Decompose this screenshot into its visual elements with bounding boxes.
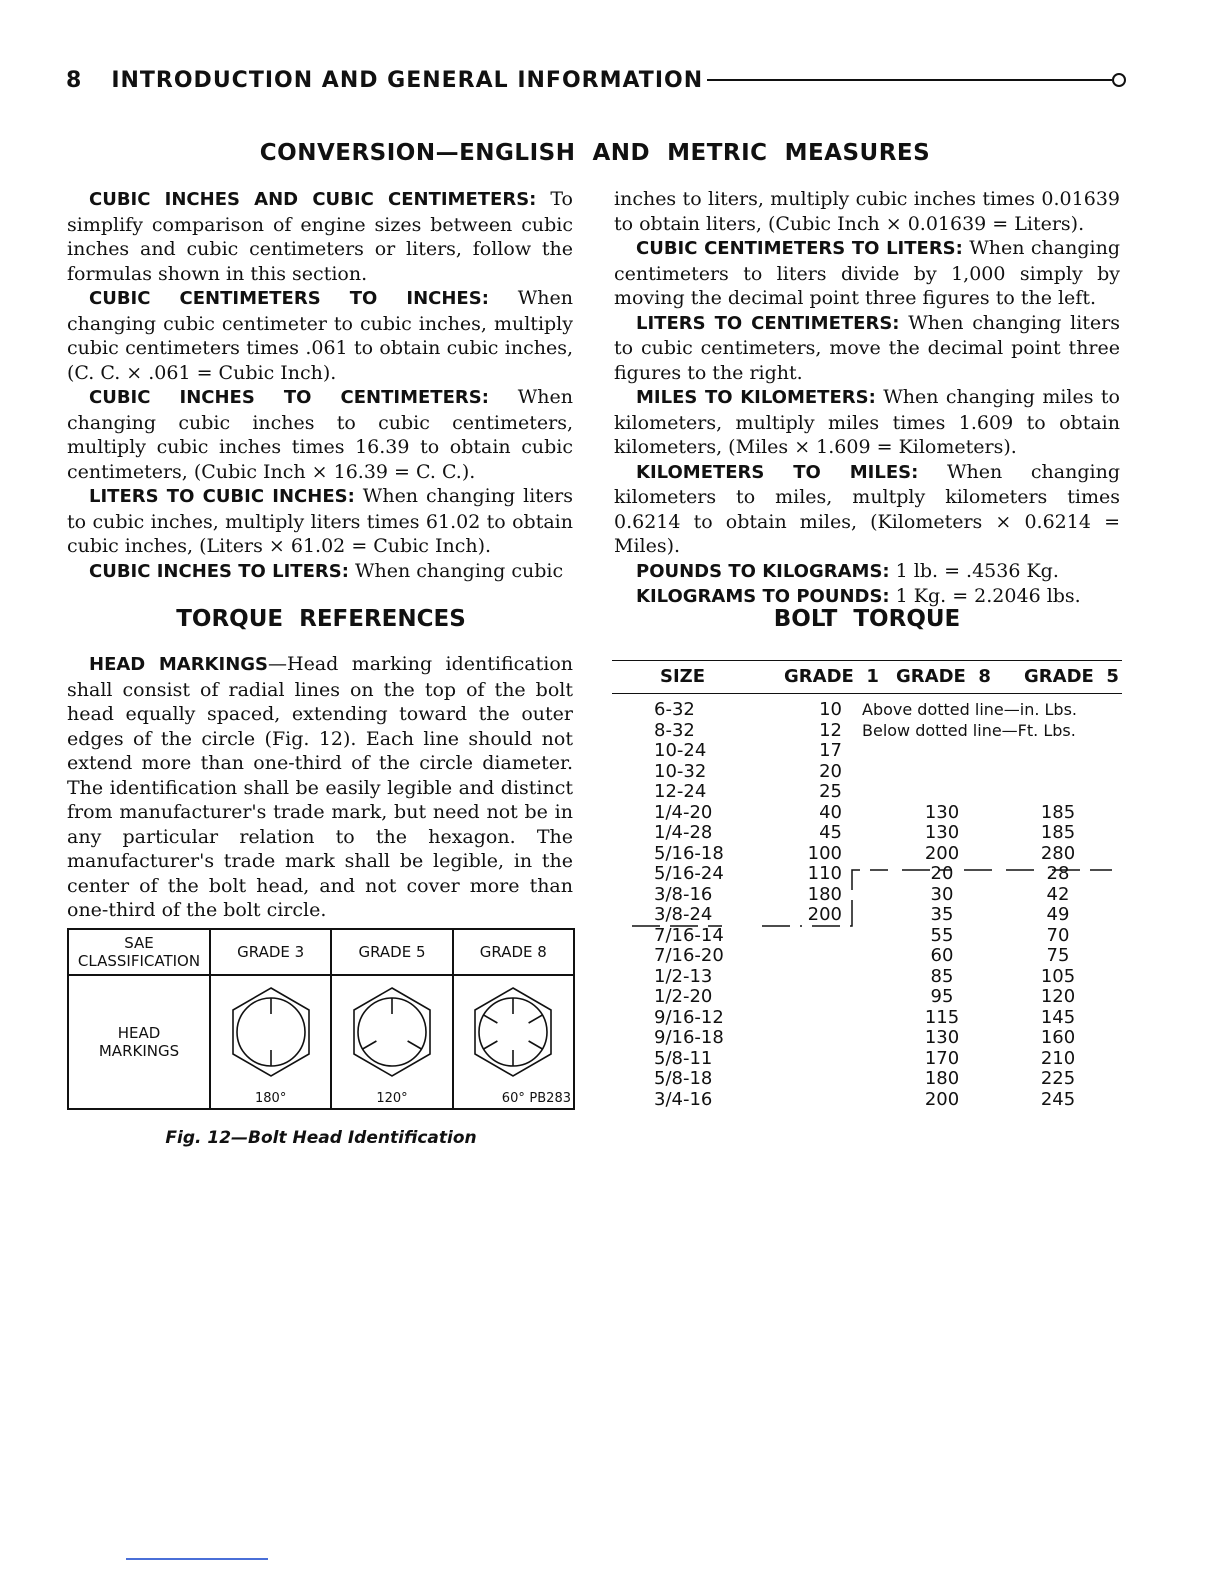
grade5-cell: 160: [1040, 1027, 1076, 1048]
bottom-link-bar: [126, 1558, 268, 1560]
grade8-cell: 30: [930, 883, 954, 905]
grade5-cell: 185: [1040, 801, 1076, 823]
para-liters-to-cc: [614, 311, 1120, 386]
size-header: SIZE: [660, 666, 706, 687]
grade8-cell: 20: [930, 863, 954, 884]
grade5-cell: 49: [1046, 904, 1070, 925]
sae-header-line2: CLASSIFICATION: [77, 952, 201, 970]
bolt-torque-row: [612, 905, 1122, 926]
grade1-cell: 40: [819, 801, 842, 823]
para-text: When changing centimeters to liters divide by 1,000 simply by moving the decimal point three figures to the left.: [614, 237, 1120, 309]
para-miles-to-km: [614, 385, 1120, 460]
header-rule-end-circle: [1112, 73, 1126, 87]
main-title: CONVERSION—ENGLISH AND METRIC MEASURES: [259, 140, 931, 166]
size-cell: 5/16-18: [654, 842, 724, 864]
grade1-cell: 25: [819, 781, 842, 802]
para-text: To simplify comparison of engine sizes between cubic inches and cubic centimeters or liters, follow the formulas shown in this section.: [67, 188, 573, 285]
bolt-torque-row: [612, 782, 1122, 803]
bolt-torque-row: [612, 926, 1122, 947]
grade5-marking-cell: [331, 975, 452, 1109]
page-number: 8: [66, 67, 82, 93]
para-heading: CUBIC CENTIMETERS TO INCHES:: [89, 288, 489, 309]
grade8-cell: 200: [924, 1088, 960, 1110]
section-title: INTRODUCTION AND GENERAL INFORMATION: [111, 67, 704, 93]
para-heading: LITERS TO CUBIC INCHES:: [89, 486, 355, 507]
size-cell: 1/4-20: [654, 801, 713, 823]
grade1-cell: 20: [819, 760, 842, 782]
para-km-to-miles: [614, 460, 1120, 559]
para-inches-to-cc: [67, 385, 573, 484]
grade8-cell: 200: [924, 842, 960, 864]
size-cell: 10-24: [654, 740, 707, 761]
sae-header-line1: SAE: [124, 934, 154, 952]
bolt-torque-row: [612, 1069, 1122, 1090]
grade8-cell: 130: [924, 822, 960, 843]
bolt-torque-row: [612, 1008, 1122, 1029]
para-heading: MILES TO KILOMETERS:: [636, 387, 876, 408]
para-text: 1 Kg. = 2.2046 lbs.: [889, 585, 1081, 607]
size-cell: 3/8-24: [654, 904, 713, 925]
bolt-torque-row: [612, 1090, 1122, 1111]
para-heading: POUNDS TO KILOGRAMS:: [636, 560, 890, 582]
grade1-cell: 200: [807, 904, 842, 925]
size-cell: 3/4-16: [654, 1088, 713, 1110]
grade8-marking-cell: [453, 975, 574, 1109]
grade8-cell: 130: [924, 1027, 960, 1048]
grade5-cell: 75: [1046, 945, 1070, 966]
para-text: When changing cubic inches to cubic centimeters, multiply cubic inches times 16.39 to obtain cubic centimeters, (Cubic Inch × 16.39 = C. C.).: [67, 386, 573, 483]
left-column: [67, 187, 573, 584]
size-cell: 9/16-12: [654, 1006, 724, 1028]
bolt-torque-row: [612, 1028, 1122, 1049]
note-above-dotted: Above dotted line—in. Lbs.: [862, 700, 1077, 719]
right-column: [614, 187, 1120, 610]
grade8-header: GRADE 8: [896, 666, 991, 687]
sae-classification-table: [67, 928, 575, 1110]
head-markings-line1: HEAD: [117, 1024, 161, 1042]
para-liters-to-inches: [67, 484, 573, 559]
size-cell: 1/2-20: [654, 986, 713, 1007]
header-rule: [707, 79, 1112, 81]
grade1-cell: 180: [807, 883, 842, 905]
para-heading: CUBIC INCHES TO CENTIMETERS:: [89, 387, 489, 408]
grade5-cell: 245: [1040, 1088, 1076, 1110]
torque-references-title: TORQUE REFERENCES: [176, 606, 466, 632]
figure-caption: Fig. 12—Bolt Head Identification: [165, 1128, 477, 1148]
grade3-header: GRADE 3: [210, 929, 331, 975]
grade5-cell: 185: [1040, 822, 1076, 843]
grade3-angle: 180°: [255, 1091, 287, 1106]
para-cubic-inches-cc: [67, 187, 573, 286]
size-cell: 1/2-13: [654, 965, 713, 987]
grade8-cell: 85: [930, 965, 954, 987]
grade8-bolt-head-icon: [463, 982, 563, 1086]
page-header: [66, 62, 1126, 98]
bolt-torque-row: [612, 803, 1122, 824]
size-cell: 9/16-18: [654, 1027, 724, 1048]
grade5-cell: 210: [1040, 1047, 1076, 1069]
grade5-header: GRADE 5: [331, 929, 452, 975]
bolt-torque-row: [612, 946, 1122, 967]
bolt-torque-row: [612, 844, 1122, 865]
sae-header-cell: [68, 929, 210, 975]
bolt-torque-table: [612, 660, 1122, 1110]
grade8-cell: 180: [924, 1068, 960, 1089]
head-markings-line2: MARKINGS: [98, 1042, 180, 1060]
para-inches-to-liters: [67, 559, 573, 585]
grade1-cell: 45: [819, 822, 842, 843]
bolt-torque-row: [612, 1049, 1122, 1070]
note-below-dotted: Below dotted line—Ft. Lbs.: [862, 720, 1076, 740]
size-cell: 1/4-28: [654, 822, 713, 843]
grade5-cell: 42: [1046, 883, 1070, 905]
size-cell: 10-32: [654, 760, 707, 782]
bolt-torque-header: [612, 661, 1122, 694]
para-lb-to-kg: [614, 559, 1120, 585]
size-cell: 6-32: [654, 699, 695, 720]
grade8-cell: 130: [924, 801, 960, 823]
bolt-torque-row: [612, 762, 1122, 783]
size-cell: 5/16-24: [654, 863, 724, 884]
para-heading: KILOMETERS TO MILES:: [636, 461, 919, 483]
grade8-cell: 115: [924, 1006, 960, 1028]
para-text: 1 lb. = .4536 Kg.: [889, 559, 1059, 582]
para-text: When changing liters to cubic centimeters, move the decimal point three figures to the right.: [614, 311, 1121, 384]
grade3-bolt-head-icon: [221, 982, 321, 1086]
head-markings-paragraph: [67, 652, 573, 923]
para-text: When changing cubic centimeter to cubic inches, multiply cubic centimeters times .061 to obtain cubic inches, (C. C. × .061 = Cubic Inch).: [67, 287, 573, 384]
size-cell: 7/16-14: [654, 924, 724, 946]
grade8-cell: 95: [930, 986, 954, 1007]
para-text: inches to liters, multiply cubic inches times 0.01639 to obtain liters, (Cubic Inch × 0.01639 = Liters).: [614, 188, 1120, 235]
bolt-torque-row: [612, 987, 1122, 1008]
para-heading: CUBIC CENTIMETERS TO LITERS:: [636, 238, 963, 259]
grade5-cell: 280: [1040, 842, 1076, 864]
grade5-cell: 70: [1046, 924, 1070, 946]
size-cell: 3/8-16: [654, 883, 713, 905]
grade8-header: GRADE 8: [453, 929, 574, 975]
grade8-cell: 60: [930, 945, 954, 966]
grade1-header: GRADE 1: [784, 666, 879, 687]
bolt-torque-row: [612, 885, 1122, 906]
bolt-torque-row: [612, 823, 1122, 844]
para-heading: KILOGRAMS TO POUNDS:: [636, 586, 890, 607]
grade3-marking-cell: [210, 975, 331, 1109]
para-heading: CUBIC INCHES TO LITERS:: [89, 560, 349, 582]
grade5-header: GRADE 5: [1024, 666, 1119, 687]
grade5-cell: 28: [1046, 863, 1070, 884]
size-cell: 12-24: [654, 781, 707, 802]
grade5-bolt-head-icon: [342, 982, 442, 1086]
bolt-torque-rows: [612, 700, 1122, 1110]
grade8-cell: 170: [924, 1047, 960, 1069]
para-cc-to-inches: [67, 286, 573, 385]
para-heading: HEAD MARKINGS: [89, 654, 269, 675]
grade8-angle: 60°: [501, 1091, 525, 1106]
grade5-cell: 120: [1040, 986, 1076, 1007]
grade1-cell: 110: [807, 863, 842, 884]
size-cell: 8-32: [654, 719, 695, 741]
para-cc-to-liters: [614, 236, 1120, 311]
grade1-cell: 12: [819, 719, 842, 741]
para-text: When changing miles to kilometers, multiply miles times 1.609 to obtain kilometers, (Miles × 1.609 = Kilometers).: [614, 386, 1120, 458]
grade1-cell: 100: [807, 842, 842, 864]
figure-code: PB283: [529, 1091, 571, 1106]
bolt-torque-row: [612, 741, 1122, 762]
para-text: When changing kilometers to miles, multply kilometers times 0.6214 to obtain miles, (Kilometers × 0.6214 = Miles).: [614, 460, 1120, 557]
grade5-cell: 225: [1040, 1068, 1076, 1089]
para-text: When changing liters to cubic inches, multiply liters times 61.02 to obtain cubic inches, (Liters × 61.02 = Cubic Inch).: [67, 485, 573, 557]
grade5-angle: 120°: [376, 1091, 408, 1106]
grade5-cell: 105: [1040, 965, 1076, 987]
grade8-cell: 35: [930, 904, 954, 925]
para-heading: CUBIC INCHES AND CUBIC CENTIMETERS:: [89, 189, 537, 210]
bolt-torque-title: BOLT TORQUE: [773, 606, 961, 632]
para-text: —Head marking identification shall consist of radial lines on the top of the bolt head equally spaced, extending toward the outer edges of the circle (Fig. 12). Each line should not extend more than one-third of the circle diameter. The identification shall be easily legible and distinct from manufacturer's trade mark, but need not be in any particular relation to the hexagon. The manufacturer's trade mark shall be legible, in the center of the bolt head, and not cover more than one-third of the bolt circle.: [67, 653, 573, 921]
grade1-cell: 17: [819, 740, 842, 761]
size-cell: 5/8-11: [654, 1047, 713, 1069]
bolt-torque-row: [612, 967, 1122, 988]
para-text: When changing cubic: [348, 559, 564, 582]
size-cell: 5/8-18: [654, 1068, 713, 1089]
grade5-cell: 145: [1040, 1006, 1076, 1028]
head-markings-label: [68, 975, 210, 1109]
para-heading: LITERS TO CENTIMETERS:: [636, 312, 900, 334]
grade8-cell: 55: [930, 924, 954, 946]
grade1-cell: 10: [819, 699, 842, 720]
bolt-torque-row: [612, 864, 1122, 885]
size-cell: 7/16-20: [654, 945, 724, 966]
para-inches-to-liters-cont: [614, 187, 1120, 236]
